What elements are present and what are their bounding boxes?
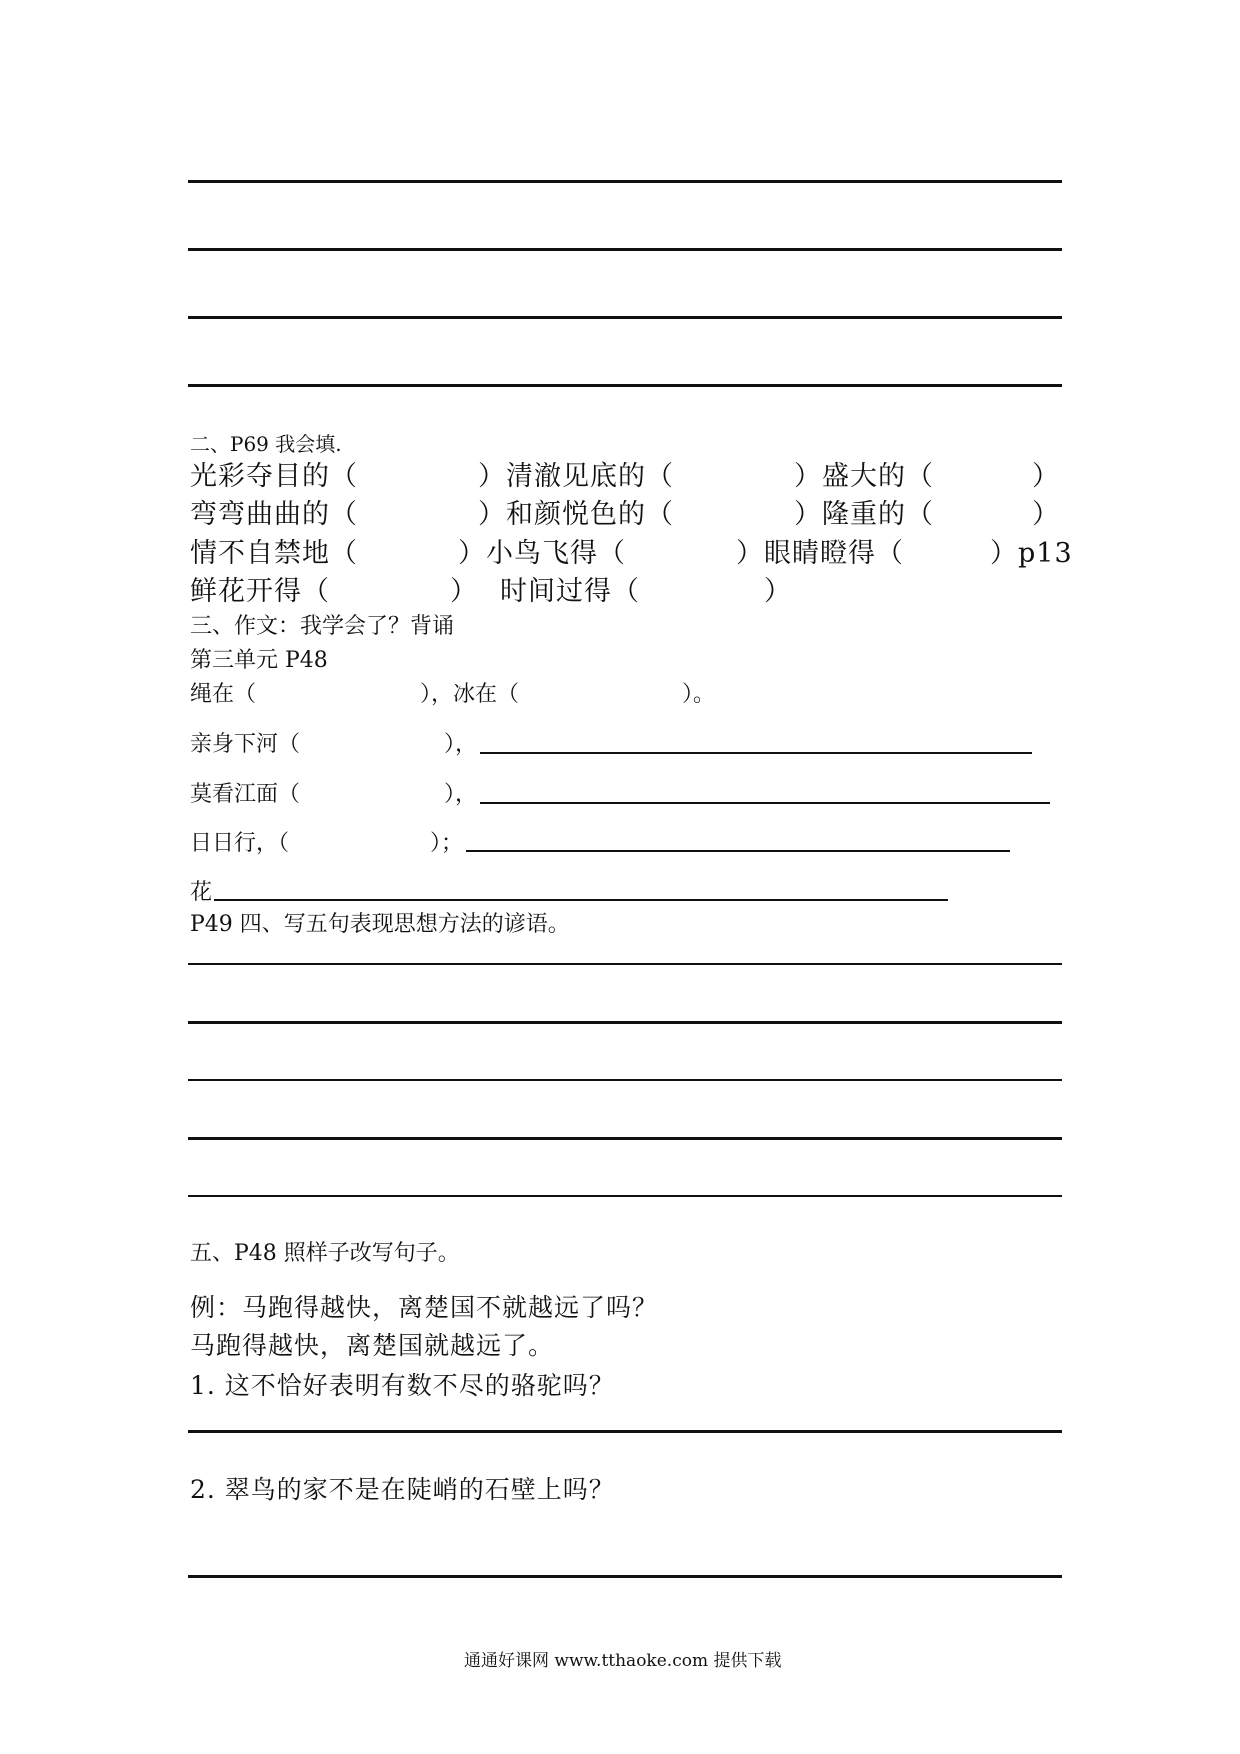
writing-line [188,1195,1062,1197]
section-3-title: 三、作文：我学会了？背诵 [190,614,455,639]
fill-item: 光彩夺目的（ [190,461,358,492]
fill-item: 弯弯曲曲的（ [190,499,358,530]
fill-item: ） [1032,499,1060,530]
writing-line [188,248,1062,251]
recite-line-1-a: 绳在（ [190,682,257,707]
example-question: 例：马跑得越快，离楚国不就越远了吗？ [190,1293,659,1322]
footer-text: 通通好课网 www.tthaoke.com 提供下载 [464,1651,782,1671]
answer-underline [214,899,948,901]
fill-item: ）和颜悦色的（ [478,499,674,530]
recite-line-4: 日日行，（ [190,831,290,856]
fill-item: ）隆重的（ [794,499,934,530]
fill-item: ）清澈见底的（ [478,461,674,492]
section-4-title: P49 四、写五句表现思想方法的谚语。 [190,912,570,937]
fill-item: ）p13 [990,538,1073,569]
fill-item: ）眼睛瞪得（ [736,538,904,569]
fill-item: 鲜花开得（ [190,576,330,607]
fill-item: ） [764,576,792,607]
fill-item: 情不自禁地（ [190,538,358,569]
fill-item: 时间过得（ [500,576,640,607]
writing-line [188,316,1062,319]
fill-item: ）小鸟飞得（ [458,538,626,569]
writing-line [188,1137,1062,1140]
answer-underline [480,802,1050,804]
question-2: 2. 翠鸟的家不是在陡峭的石壁上吗？ [190,1475,615,1504]
recite-line-2-b: ）， [444,732,478,757]
fill-item: ）盛大的（ [794,461,934,492]
answer-underline [480,752,1032,754]
writing-line [188,1021,1062,1024]
section-2-title: 二、P69 我会填. [190,432,342,456]
recite-line-1-c: ）。 [682,682,716,707]
writing-line [188,384,1062,387]
recite-line-2: 亲身下河（ [190,732,301,757]
writing-line [188,1079,1062,1081]
answer-underline [466,850,1010,852]
answer-line [188,1430,1062,1433]
fill-item: ） [450,576,478,607]
recite-line-5: 花 [190,880,213,905]
section-5-title: 五、P48 照样子改写句子。 [190,1241,460,1266]
recite-line-1-b: ），冰在（ [420,682,520,707]
writing-line [188,180,1062,183]
recite-line-4-b: ）； [430,831,464,856]
fill-item: ） [1032,461,1060,492]
answer-line [188,1575,1062,1578]
recite-line-3-b: ）， [444,782,478,807]
recite-line-3: 莫看江面（ [190,782,301,807]
example-answer: 马跑得越快，离楚国就越远了。 [190,1331,555,1360]
question-1: 1. 这不恰好表明有数不尽的骆驼吗？ [190,1371,615,1400]
writing-line [188,963,1062,965]
unit-label: 第三单元 P48 [190,648,328,673]
